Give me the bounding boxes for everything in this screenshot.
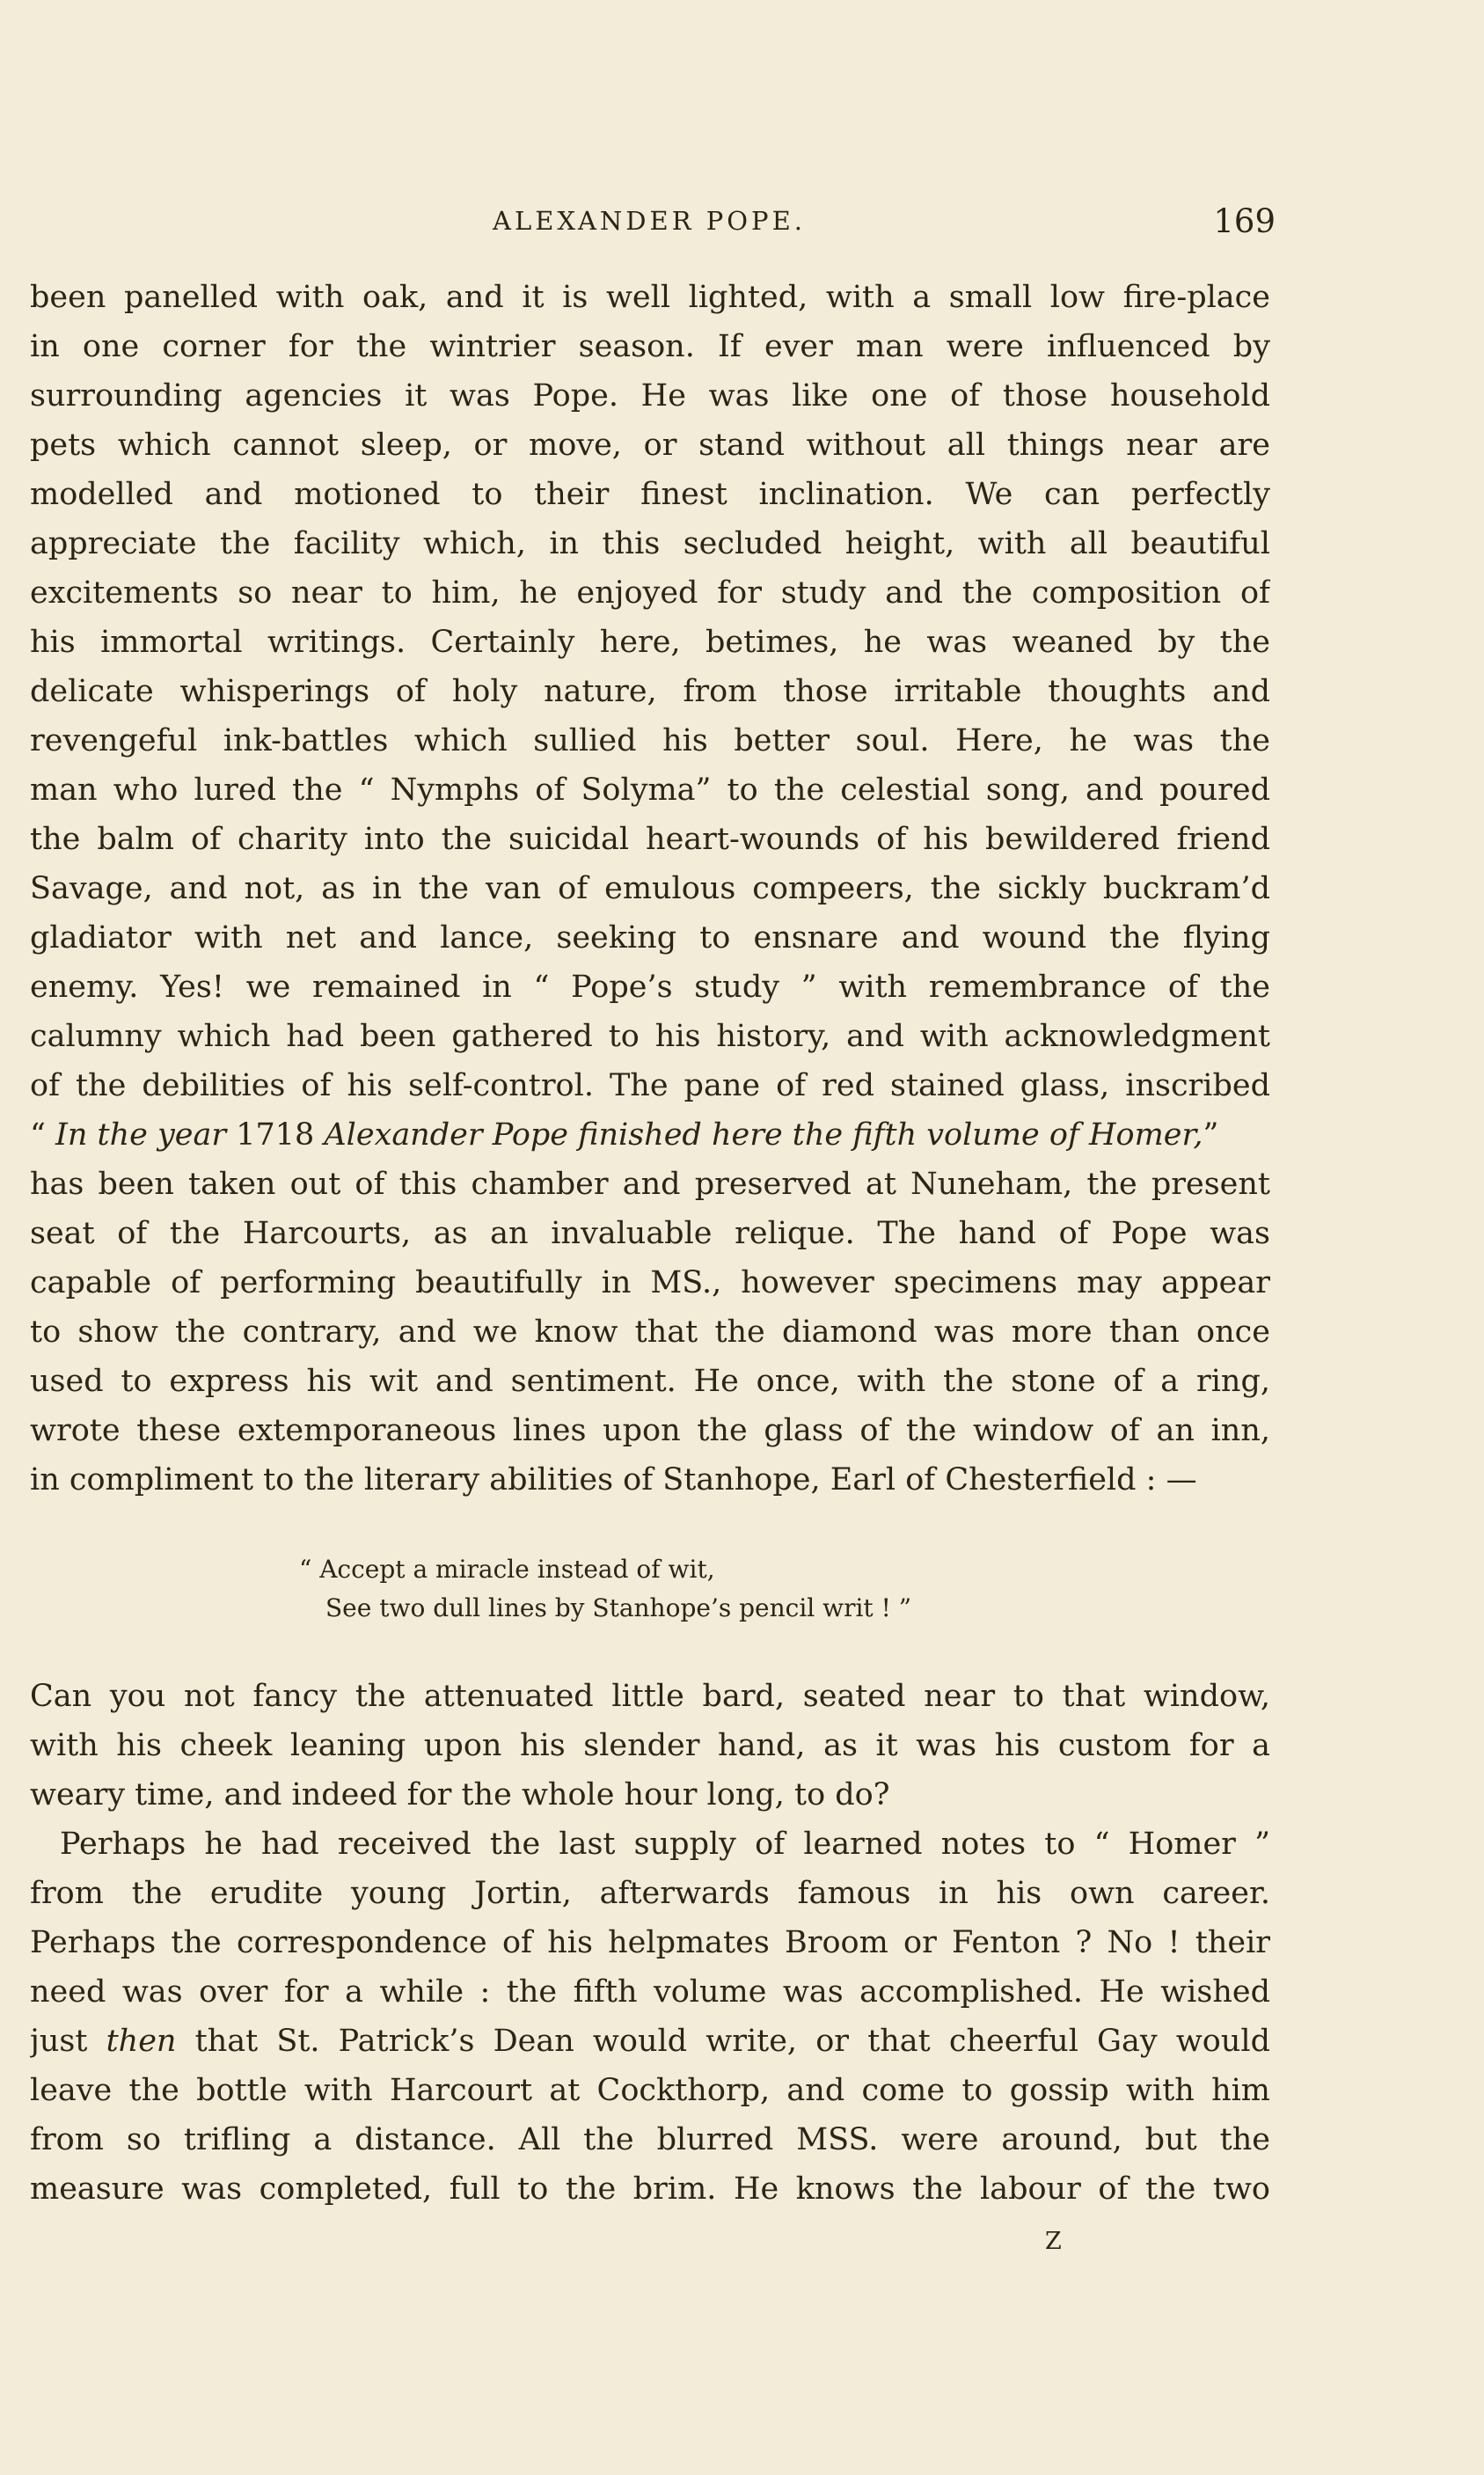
- inscription-italic-a: In the year: [55, 1117, 237, 1153]
- text-line: leave the bottle with Harcourt at Cockthorp, and come to gossip with him: [30, 2073, 1270, 2108]
- text-line: calumny which had been gathered to his history, and with acknowledgment: [30, 1019, 1270, 1054]
- page-number: 169: [1213, 202, 1276, 240]
- text-line: modelled and motioned to their finest inclination. We can perfectly: [30, 477, 1270, 512]
- text-line: the balm of charity into the suicidal heart-wounds of his bewildered friend: [30, 822, 1270, 857]
- verse-quote: [299, 1550, 911, 1628]
- then-line-after: that St. Patrick’s Dean would write, or that cheerful Gay would: [176, 2024, 1270, 2059]
- text-line: man who lured the “ Nymphs of Solyma” to the celestial song, and poured: [30, 773, 1270, 808]
- text-line: of the debilities of his self-control. The pane of red stained glass, inscribed: [30, 1068, 1270, 1103]
- text-line: from the erudite young Jortin, afterwards famous in his own career.: [30, 1876, 1270, 1911]
- text-line: to show the contrary, and we know that the diamond was more than once: [30, 1314, 1270, 1350]
- text-line: his immortal writings. Certainly here, betimes, he was weaned by the: [30, 625, 1270, 660]
- second-text-block: [30, 1672, 1270, 2214]
- inscription-open-quote: “: [30, 1117, 56, 1153]
- text-line: capable of performing beautifully in MS., however specimens may appear: [30, 1265, 1270, 1300]
- text-line: pets which cannot sleep, or move, or stand without all things near are: [30, 428, 1270, 463]
- text-line: been panelled with oak, and it is well lighted, with a small low fire-place: [30, 280, 1270, 315]
- text-line: Can you not fancy the attenuated little bard, seated near to that window,: [30, 1679, 1270, 1714]
- main-text: [30, 273, 1270, 1505]
- text-line: wrote these extemporaneous lines upon the glass of the window of an inn,: [30, 1413, 1270, 1448]
- text-line: appreciate the facility which, in this secluded height, with all beautiful: [30, 526, 1270, 561]
- text-line: from so trifling a distance. All the blurred MSS. were around, but the: [30, 2122, 1270, 2157]
- text-line: measure was completed, full to the brim. He knows the labour of the two: [30, 2171, 1270, 2207]
- text-line: with his cheek leaning upon his slender hand, as it was his custom for a: [30, 1728, 1270, 1763]
- text-line: surrounding agencies it was Pope. He was like one of those household: [30, 378, 1270, 414]
- inscription-italic-b: Alexander Pope finished here the fifth volume of Homer,: [314, 1117, 1203, 1153]
- text-line: weary time, and indeed for the whole hour long, to do?: [30, 1777, 890, 1812]
- text-line: in one corner for the wintrier season. If ever man were influenced by: [30, 329, 1270, 364]
- text-line: Savage, and not, as in the van of emulous compeers, the sickly buckram’d: [30, 871, 1270, 906]
- text-line: gladiator with net and lance, seeking to ensnare and wound the flying: [30, 920, 1270, 956]
- text-line: revengeful ink-battles which sullied his better soul. Here, he was the: [30, 723, 1270, 758]
- running-title: ALEXANDER POPE.: [493, 206, 806, 236]
- text-line: Perhaps the correspondence of his helpmates Broom or Fenton ? No ! their: [30, 1925, 1270, 1960]
- text-line: has been taken out of this chamber and preserved at Nuneham, the present: [30, 1167, 1270, 1202]
- text-line: seat of the Harcourts, as an invaluable relique. The hand of Pope was: [30, 1216, 1270, 1251]
- text-line: enemy. Yes! we remained in “ Pope’s study ” with remembrance of the: [30, 970, 1270, 1005]
- inscription-line: [30, 1110, 1270, 1160]
- then-line-italic: then: [106, 2024, 177, 2059]
- text-line: excitements so near to him, he enjoyed for study and the composition of: [30, 575, 1270, 611]
- verse-line: “ Accept a miracle instead of wit,: [299, 1555, 715, 1584]
- text-line: delicate whisperings of holy nature, from those irritable thoughts and: [30, 674, 1270, 709]
- text-line: used to express his wit and sentiment. He once, with the stone of a ring,: [30, 1364, 1270, 1399]
- signature-mark: Z: [1045, 2228, 1064, 2255]
- inscription-close-quote: ”: [1203, 1117, 1219, 1153]
- inscription-year: 1718: [236, 1117, 315, 1153]
- text-line: need was over for a while : the fifth volume was accomplished. He wished: [30, 1974, 1270, 2010]
- then-line-before: just: [30, 2024, 106, 2059]
- then-line: [30, 2017, 1270, 2066]
- verse-line: See two dull lines by Stanhope’s pencil writ ! ”: [325, 1593, 912, 1622]
- page-header: [493, 202, 1276, 246]
- paragraph-first-line: Perhaps he had received the last supply of learned notes to “ Homer ”: [60, 1827, 1270, 1862]
- text-line: in compliment to the literary abilities of Stanhope, Earl of Chesterfield : —: [30, 1462, 1197, 1497]
